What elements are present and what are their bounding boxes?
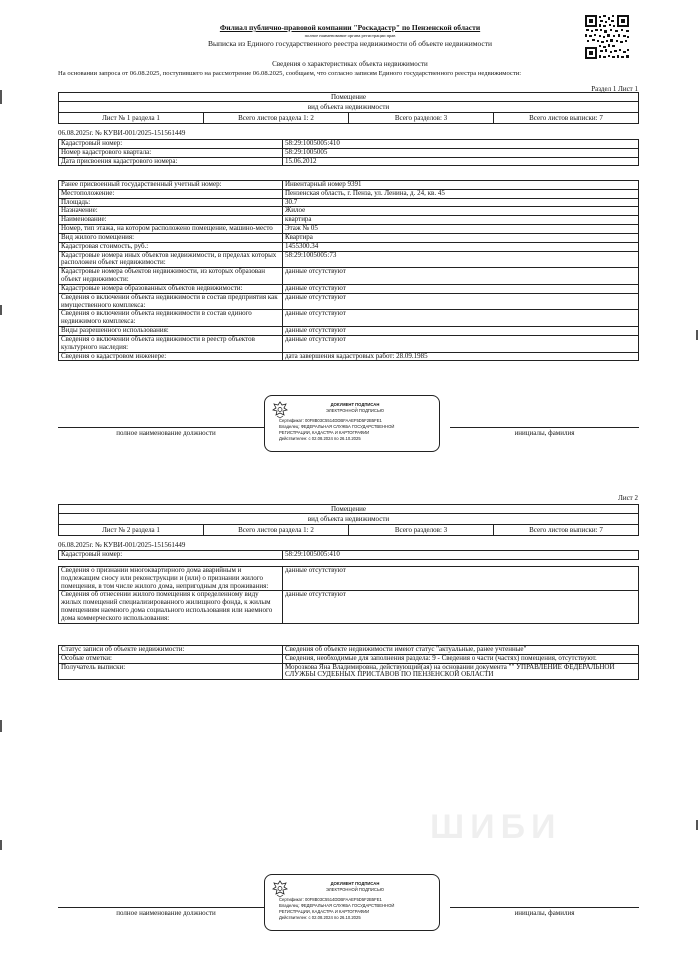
row-label: Наименование:: [59, 216, 283, 225]
org-caption: полное наименование органа регистрации прав: [304, 33, 396, 38]
qr-code-icon: [584, 14, 630, 60]
row-value: 58:29:1005005:410: [283, 140, 639, 149]
sheet1-meta-sections: Всего разделов: 3: [349, 113, 494, 123]
row-label: Номер, тип этажа, на котором расположено помещение, машино-место: [59, 225, 283, 234]
row-value: данные отсутствуют: [283, 268, 639, 285]
signature2-name-caption: инициалы, фамилия: [514, 909, 575, 917]
section-subtitle: Сведения о характеристиках объекта недвижимости: [272, 60, 428, 68]
stamp-owner-line-2: РЕГИСТРАЦИИ, КАДАСТРА И КАРТОГРАФИИ: [279, 909, 370, 914]
sheet1-object-type: Помещение: [58, 92, 639, 102]
row-value: данные отсутствуют: [283, 284, 639, 293]
table-row: [59, 293, 639, 310]
sheet1-meta-sheet: Лист № 1 раздела 1: [59, 113, 204, 123]
row-value: данные отсутствуют: [283, 567, 639, 591]
row-label: Площадь:: [59, 198, 283, 207]
stamp-certificate: Сертификат: 00F8B03C5514DDBFAAEF5D5F2B5FE1: [279, 418, 382, 423]
table-row: [59, 225, 639, 234]
table-row: [59, 157, 639, 166]
row-label: Назначение:: [59, 207, 283, 216]
sheet2-doc-ref: 06.08.2025г. № КУВИ-001/2025-151561449: [58, 541, 186, 549]
row-value: Пензенская область, г. Пенза, ул. Ленина, д. 24, кв. 45: [283, 189, 639, 198]
sheet1-meta-total-sheets: Всего листов выписки: 7: [529, 114, 603, 122]
sheet2-cadastral-table: [58, 550, 639, 560]
sheet1-doc-ref: 06.08.2025г. № КУВИ-001/2025-151561449: [58, 129, 186, 137]
row-label: Получатель выписки:: [59, 663, 283, 680]
signature-position-line: [58, 427, 274, 428]
stamp-owner-line-2: РЕГИСТРАЦИИ, КАДАСТРА И КАРТОГРАФИИ: [279, 430, 370, 435]
document-title: Выписка из Единого государственного реестра недвижимости об объекте недвижимости: [207, 39, 493, 48]
row-label: Кадастровый номер:: [59, 140, 283, 149]
sheet2-object-type-block: [58, 504, 639, 536]
sheet2-corner-label: Лист 2: [618, 494, 638, 502]
row-value: данные отсутствуют: [283, 293, 639, 310]
stamp-certificate: Сертификат: 00F8B03C5514DDBFAAEF5D5F2B5FE1: [279, 897, 382, 902]
sheet2-object-type-caption: вид объекта недвижимости: [58, 514, 639, 525]
table-row: [59, 140, 639, 149]
row-value: данные отсутствуют: [283, 310, 639, 327]
stamp-owner-line-1: Владелец: ФЕДЕРАЛЬНАЯ СЛУЖБА ГОСУДАРСТВЕННОЙ: [279, 424, 395, 429]
table-row: [59, 591, 639, 623]
emblem-icon: [272, 880, 288, 898]
row-label: Сведения о кадастровом инженере:: [59, 352, 283, 361]
sheet1-cadastral-table: [58, 139, 639, 166]
row-label: Кадастровые номера образованных объектов недвижимости:: [59, 284, 283, 293]
table-row: [59, 284, 639, 293]
sheet1-meta-row: [58, 113, 639, 124]
electronic-signature-stamp-2: [264, 874, 440, 931]
sheet2-object-type: Помещение: [58, 504, 639, 514]
table-row: [59, 335, 639, 352]
sheet2-status-table: [58, 645, 639, 680]
table-row: [59, 233, 639, 242]
scan-edge-mark: [0, 90, 2, 104]
row-label: Вид жилого помещения:: [59, 233, 283, 242]
row-value: данные отсутствуют: [283, 327, 639, 336]
row-label: Дата присвоения кадастрового номера:: [59, 157, 283, 166]
table-row: [59, 207, 639, 216]
table-row: [59, 198, 639, 207]
signature2-name-line: [450, 907, 639, 908]
row-label: Статус записи об объекте недвижимости:: [59, 646, 283, 655]
row-label: Виды разрешенного использования:: [59, 327, 283, 336]
sheet1-corner-label: Раздел 1 Лист 1: [591, 85, 638, 93]
table-row: [59, 646, 639, 655]
stamp-title-2: ЭЛЕКТРОННОЙ ПОДПИСЬЮ: [326, 887, 384, 892]
row-label: Кадастровая стоимость, руб.:: [59, 242, 283, 251]
row-label: Сведения о включении объекта недвижимости в реестр объектов культурного наследия:: [59, 335, 283, 352]
table-row: [59, 567, 639, 591]
row-value: Сведения об объекте недвижимости имеют статус "актуальные, ранее учтенные": [283, 646, 639, 655]
row-value: 1455300.34: [283, 242, 639, 251]
row-value: квартира: [283, 216, 639, 225]
row-label: Номер кадастрового квартала:: [59, 148, 283, 157]
org-name: Филиал публично-правовой компании "Роскадастр" по Пензенской области: [219, 23, 481, 32]
row-value: данные отсутствуют: [283, 335, 639, 352]
intro-text: На основании запроса от 06.08.2025, поступившего на рассмотрение 06.08.2025, сообщаем, что согласно записям Единого государственного реестра недвижимости:: [58, 70, 522, 77]
row-label: Сведения о включении объекта недвижимости в состав единого недвижимого комплекса:: [59, 310, 283, 327]
row-label: Кадастровый номер:: [59, 551, 283, 560]
row-value: Квартира: [283, 233, 639, 242]
sheet1-characteristics-table: [58, 180, 639, 361]
stamp-validity: Действителен: с 02.08.2024 по 26.10.2025: [279, 915, 361, 920]
sheet2-meta-total-sheets: Всего листов выписки: 7: [529, 526, 603, 534]
row-label: Особые отметки:: [59, 654, 283, 663]
table-row: [59, 352, 639, 361]
row-value: 58:29:1005005:410: [283, 551, 639, 560]
table-row: [59, 242, 639, 251]
sheet2-meta-section-sheets: Всего листов раздела 1: 2: [204, 525, 349, 535]
sheet2-meta-row: [58, 525, 639, 536]
row-label: Кадастровые номера объектов недвижимости, из которых образован объект недвижимости:: [59, 268, 283, 285]
row-value: 15.06.2012: [283, 157, 639, 166]
sheet2-meta-sections: Всего разделов: 3: [349, 525, 494, 535]
scan-edge-mark: [0, 840, 2, 850]
row-label: Местоположение:: [59, 189, 283, 198]
row-label: Ранее присвоенный государственный учетный номер:: [59, 181, 283, 190]
stamp-title-2: ЭЛЕКТРОННОЙ ПОДПИСЬЮ: [326, 408, 384, 413]
row-value: 58:29:1005005:73: [283, 251, 639, 268]
row-value: дата завершения кадастровых работ: 28.09.1985: [283, 352, 639, 361]
stamp-title-1: ДОКУМЕНТ ПОДПИСАН: [330, 402, 380, 407]
signature-position-caption: полное наименование должности: [116, 429, 216, 437]
row-label: Сведения о включении объекта недвижимости в состав предприятия как имущественного комплекса:: [59, 293, 283, 310]
signature2-position-line: [58, 907, 274, 908]
sheet1-meta-section-sheets: Всего листов раздела 1: 2: [204, 113, 349, 123]
row-value: Морозкова Яна Владимировна, действующий(ая) на основании документа "" УПРАВЛЕНИЕ ФЕДЕРАЛЬНОЙ СЛУЖБЫ СУДЕБНЫХ ПРИСТАВОВ ПО ПЕНЗЕНСКОЙ ОБЛАСТИ: [283, 663, 639, 680]
table-row: [59, 663, 639, 680]
row-label: Сведения о признании многоквартирного дома аварийным и подлежащим сносу или реконструкции и (или) о признании жилого помещения, в том числе жилого дома, непригодным для проживания:: [59, 567, 283, 591]
row-value: данные отсутствуют: [283, 591, 639, 623]
sheet2-meta-sheet: Лист № 2 раздела 1: [59, 525, 204, 535]
table-row: [59, 251, 639, 268]
scan-edge-mark: [0, 305, 2, 315]
emblem-icon: [272, 401, 288, 419]
row-label: Кадастровые номера иных объектов недвижимости, в пределах которых расположен объект недвижимости:: [59, 251, 283, 268]
table-row: [59, 654, 639, 663]
signature-name-line: [450, 427, 639, 428]
signature-name-caption: инициалы, фамилия: [514, 429, 575, 437]
row-value: 58:29:1005005: [283, 148, 639, 157]
table-row: [59, 181, 639, 190]
row-value: Этаж № 05: [283, 225, 639, 234]
stamp-owner-line-1: Владелец: ФЕДЕРАЛЬНАЯ СЛУЖБА ГОСУДАРСТВЕННОЙ: [279, 903, 395, 908]
scan-edge-mark: [0, 720, 2, 732]
stamp-title-1: ДОКУМЕНТ ПОДПИСАН: [330, 881, 380, 886]
table-row: [59, 148, 639, 157]
row-value: 30.7: [283, 198, 639, 207]
row-value: Инвентарный номер 9391: [283, 181, 639, 190]
table-row: [59, 268, 639, 285]
table-row: [59, 310, 639, 327]
stamp-validity: Действителен: с 02.08.2024 по 26.10.2025: [279, 436, 361, 441]
sheet1-object-type-caption: вид объекта недвижимости: [58, 102, 639, 113]
sheet1-object-type-block: [58, 92, 639, 124]
signature2-position-caption: полное наименование должности: [116, 909, 216, 917]
row-label: Сведения об отнесении жилого помещения к определенному виду жилых помещений специализированного жилищного фонда, к жилым помещениям наемного дома социального использования или наемного дома коммерческого использования:: [59, 591, 283, 623]
row-value: Сведения, необходимые для заполнения раздела: 9 - Сведения о части (частях) помещения, отсутствуют.: [283, 654, 639, 663]
table-row: [59, 551, 639, 560]
table-row: [59, 189, 639, 198]
sheet2-characteristics-table: [58, 566, 639, 624]
electronic-signature-stamp: [264, 395, 440, 452]
scan-watermark: ШИБИ: [430, 808, 562, 846]
row-value: Жилое: [283, 207, 639, 216]
